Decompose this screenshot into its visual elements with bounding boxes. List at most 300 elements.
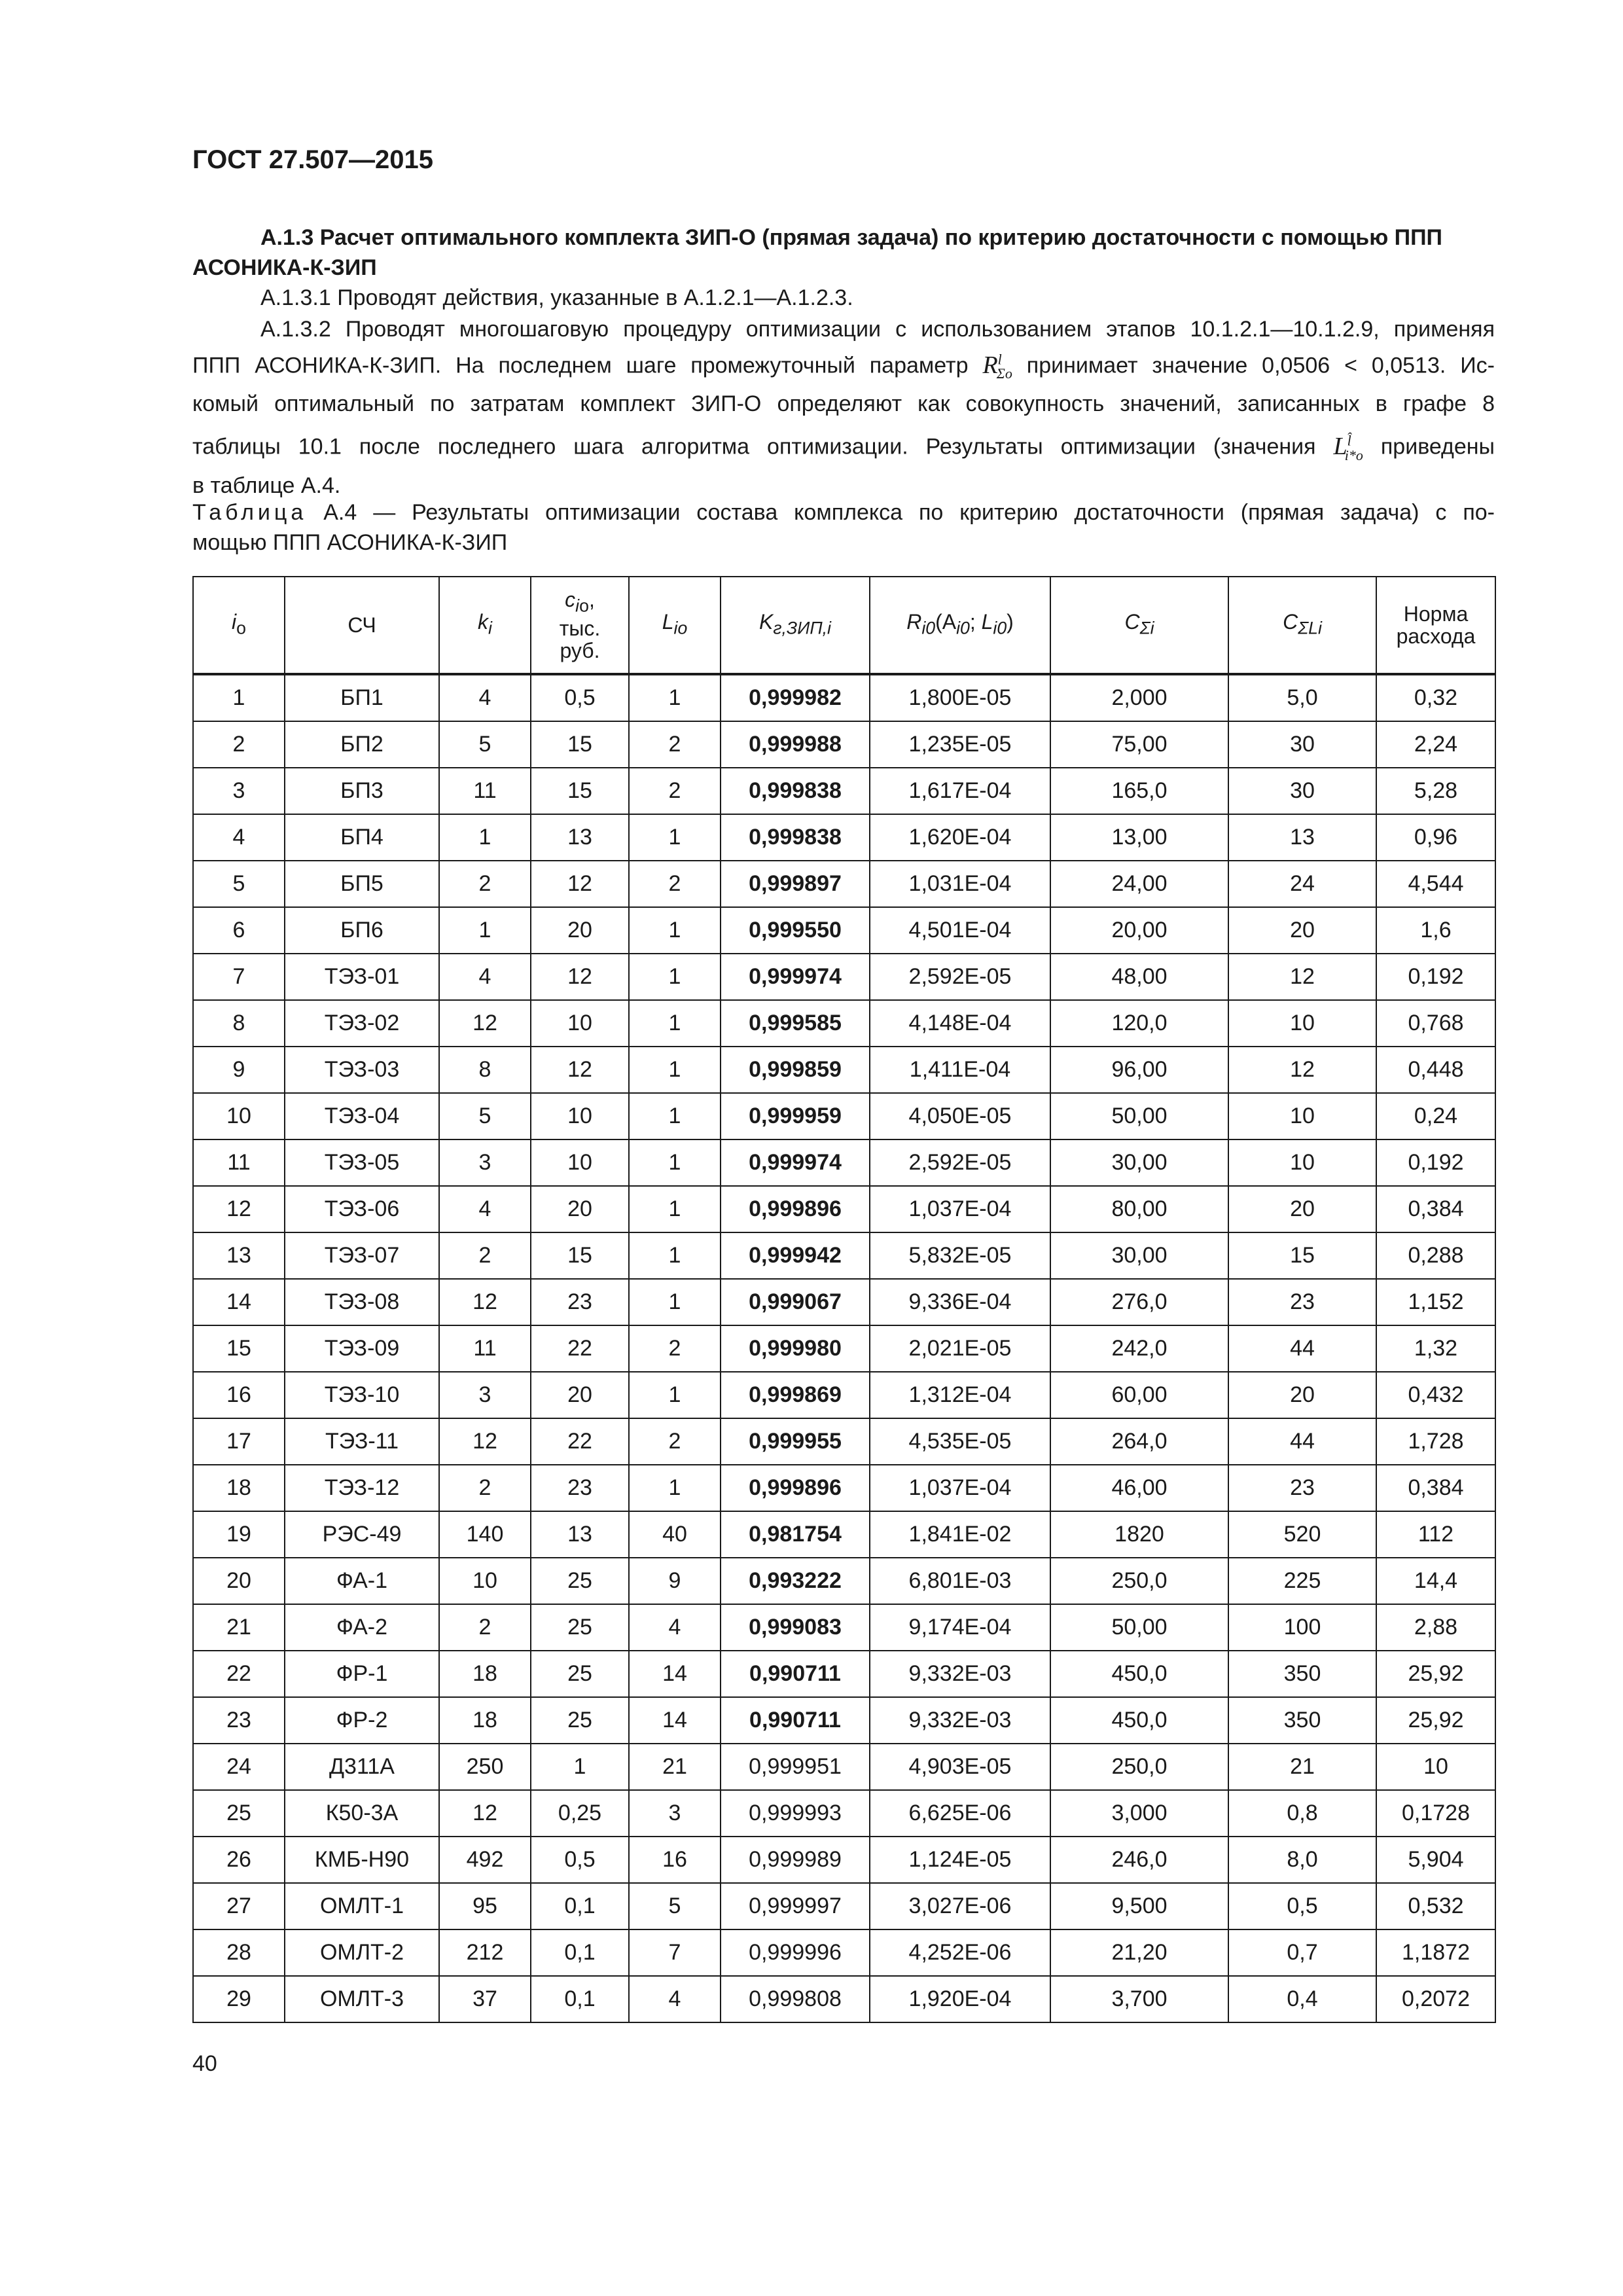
table-cell: 2: [439, 861, 531, 907]
table-cell: 23: [531, 1279, 629, 1325]
table-cell: 12: [531, 954, 629, 1000]
table-cell: 46,00: [1050, 1465, 1228, 1511]
table-cell: 0,999550: [721, 907, 870, 954]
table-cell: 23: [1228, 1465, 1376, 1511]
table-cell: 3,027E-06: [870, 1883, 1050, 1929]
table-cell: 15: [531, 721, 629, 768]
table-cell: 1,124E-05: [870, 1837, 1050, 1883]
table-cell: 44: [1228, 1418, 1376, 1465]
table-cell: 1,152: [1376, 1279, 1495, 1325]
table-cell: 0,999838: [721, 814, 870, 861]
table-cell: 1,235E-05: [870, 721, 1050, 768]
table-cell: 4,501E-04: [870, 907, 1050, 954]
para-line: [192, 344, 1495, 389]
table-cell: 16: [629, 1837, 721, 1883]
table-row: [193, 1651, 1495, 1697]
table-cell: БП5: [285, 861, 439, 907]
para-fragment: ППП АСОНИКА-К-ЗИП. На последнем шаге промежуточный параметр: [192, 353, 969, 378]
table-cell: 7: [629, 1929, 721, 1976]
table-cell: 0,384: [1376, 1186, 1495, 1232]
table-cell: 0,981754: [721, 1511, 870, 1558]
table-cell: 0,96: [1376, 814, 1495, 861]
table-cell: 0,999988: [721, 721, 870, 768]
results-table: [192, 576, 1496, 2023]
table-cell: 5: [439, 1093, 531, 1139]
table-cell: 11: [439, 768, 531, 814]
header-i: $i_o$: [193, 577, 285, 674]
table-cell: 10: [193, 1093, 285, 1139]
table-row: [193, 1465, 1495, 1511]
table-cell: 1: [531, 1744, 629, 1790]
table-cell: 4: [439, 1186, 531, 1232]
table-cell: 0,999067: [721, 1279, 870, 1325]
table-cell: ОМЛТ-1: [285, 1883, 439, 1929]
table-cell: 25,92: [1376, 1697, 1495, 1744]
table-cell: 1,728: [1376, 1418, 1495, 1465]
table-cell: ТЭЗ-06: [285, 1186, 439, 1232]
table-cell: 8: [193, 1000, 285, 1047]
table-row: [193, 1790, 1495, 1837]
table-cell: 165,0: [1050, 768, 1228, 814]
table-cell: 0,999897: [721, 861, 870, 907]
table-cell: 3: [439, 1372, 531, 1418]
table-cell: 6,801E-03: [870, 1558, 1050, 1604]
table-cell: 1: [629, 954, 721, 1000]
para-line: комый оптимальный по затратам комплект ЗИП-О определяют как совокупность значений, записанных в графе 8: [192, 391, 1495, 417]
table-cell: ТЭЗ-10: [285, 1372, 439, 1418]
table-row: [193, 1372, 1495, 1418]
table-cell: 8: [439, 1047, 531, 1093]
table-cell: 112: [1376, 1511, 1495, 1558]
table-cell: 0,999982: [721, 674, 870, 721]
table-cell: 20: [1228, 1186, 1376, 1232]
table-cell: 4: [629, 1976, 721, 2022]
table-header-row: [193, 577, 1495, 674]
table-cell: 0,999083: [721, 1604, 870, 1651]
table-cell: ТЭЗ-04: [285, 1093, 439, 1139]
table-cell: 4,252E-06: [870, 1929, 1050, 1976]
table-cell: РЭС-49: [285, 1511, 439, 1558]
para-line: [192, 425, 1495, 470]
table-cell: 12: [439, 1000, 531, 1047]
table-cell: 3: [439, 1139, 531, 1186]
section-title: А.1.3 Расчет оптимального комплекта ЗИП-О (прямая задача) по критерию достаточности с помощью ППП АСОНИКА-К-ЗИП: [192, 225, 1442, 280]
table-cell: 20,00: [1050, 907, 1228, 954]
table-cell: 30,00: [1050, 1139, 1228, 1186]
table-cell: БП1: [285, 674, 439, 721]
table-cell: 4,050E-05: [870, 1093, 1050, 1139]
table-cell: ФР-1: [285, 1651, 439, 1697]
table-cell: 28: [193, 1929, 285, 1976]
table-cell: 0,2072: [1376, 1976, 1495, 2022]
table-cell: 27: [193, 1883, 285, 1929]
table-cell: 1: [629, 674, 721, 721]
table-cell: ФР-2: [285, 1697, 439, 1744]
table-cell: 0,192: [1376, 1139, 1495, 1186]
table-cell: 26: [193, 1837, 285, 1883]
table-cell: 1,32: [1376, 1325, 1495, 1372]
table-cell: 13: [193, 1232, 285, 1279]
table-cell: 1,620E-04: [870, 814, 1050, 861]
table-row: [193, 1325, 1495, 1372]
table-cell: 0,990711: [721, 1697, 870, 1744]
table-cell: 9,332E-03: [870, 1697, 1050, 1744]
table-cell: 10: [531, 1093, 629, 1139]
table-cell: 0,7: [1228, 1929, 1376, 1976]
table-cell: 23: [193, 1697, 285, 1744]
table-cell: 0,384: [1376, 1465, 1495, 1511]
caption-line: [192, 497, 1495, 528]
paragraph-a131: А.1.3.1 Проводят действия, указанные в А.1.2.1—А.1.2.3.: [260, 285, 853, 310]
table-cell: 1: [629, 1465, 721, 1511]
table-row: [193, 1558, 1495, 1604]
caption-text: А.4 — Результаты оптимизации состава комплекса по критерию достаточности (прямая задача) с по-: [323, 500, 1495, 525]
table-cell: 1,617E-04: [870, 768, 1050, 814]
table-cell: 9,332E-03: [870, 1651, 1050, 1697]
table-cell: 14: [193, 1279, 285, 1325]
table-cell: 1: [439, 814, 531, 861]
table-cell: 4: [193, 814, 285, 861]
table-cell: 0,999896: [721, 1465, 870, 1511]
table-cell: 0,532: [1376, 1883, 1495, 1929]
header-k: $k_i$: [439, 577, 531, 674]
header-r: $R_{i0}(А_{i0}$; $L_{i0}$): [870, 577, 1050, 674]
table-cell: 1: [629, 814, 721, 861]
table-cell: 0,999808: [721, 1976, 870, 2022]
table-cell: 21: [629, 1744, 721, 1790]
table-row: [193, 1744, 1495, 1790]
table-cell: 2,000: [1050, 674, 1228, 721]
table-cell: 44: [1228, 1325, 1376, 1372]
header-kg: $K_{г,ЗИП,i}$: [721, 577, 870, 674]
table-cell: 20: [531, 1186, 629, 1232]
table-cell: КМБ-Н90: [285, 1837, 439, 1883]
table-cell: 1,037E-04: [870, 1186, 1050, 1232]
table-cell: 0,1: [531, 1976, 629, 2022]
table-row: [193, 768, 1495, 814]
table-cell: 10: [531, 1139, 629, 1186]
table-row: [193, 1093, 1495, 1139]
table-cell: 1820: [1050, 1511, 1228, 1558]
table-cell: 0,999955: [721, 1418, 870, 1465]
table-cell: 4: [439, 954, 531, 1000]
table-row: [193, 1418, 1495, 1465]
table-row: [193, 1837, 1495, 1883]
table-cell: 0,32: [1376, 674, 1495, 721]
table-cell: 14: [629, 1697, 721, 1744]
table-cell: 0,999993: [721, 1790, 870, 1837]
table-row: [193, 1232, 1495, 1279]
table-cell: 1,037E-04: [870, 1465, 1050, 1511]
table-cell: 25: [531, 1697, 629, 1744]
table-row: [193, 1883, 1495, 1929]
table-cell: 0,4: [1228, 1976, 1376, 2022]
table-cell: 1: [193, 674, 285, 721]
table-cell: 0,999974: [721, 954, 870, 1000]
table-row: [193, 814, 1495, 861]
table-cell: 0,25: [531, 1790, 629, 1837]
table-cell: 0,999869: [721, 1372, 870, 1418]
table-cell: 250,0: [1050, 1558, 1228, 1604]
table-cell: 5,0: [1228, 674, 1376, 721]
table-cell: 12: [531, 1047, 629, 1093]
table-cell: 50,00: [1050, 1604, 1228, 1651]
table-cell: 0,999980: [721, 1325, 870, 1372]
table-cell: 2: [629, 1418, 721, 1465]
table-cell: 12: [439, 1279, 531, 1325]
table-cell: 95: [439, 1883, 531, 1929]
table-cell: 450,0: [1050, 1697, 1228, 1744]
table-cell: 3: [629, 1790, 721, 1837]
table-cell: 10: [531, 1000, 629, 1047]
table-cell: БП3: [285, 768, 439, 814]
table-cell: 15: [193, 1325, 285, 1372]
table-cell: 0,999974: [721, 1139, 870, 1186]
table-cell: 15: [531, 1232, 629, 1279]
table-cell: 0,999989: [721, 1837, 870, 1883]
table-cell: 12: [439, 1418, 531, 1465]
table-cell: 1: [629, 1093, 721, 1139]
table-cell: 11: [193, 1139, 285, 1186]
table-cell: 13: [531, 1511, 629, 1558]
table-cell: ФА-2: [285, 1604, 439, 1651]
table-cell: 1,411E-04: [870, 1047, 1050, 1093]
table-cell: 2,24: [1376, 721, 1495, 768]
table-cell: 50,00: [1050, 1093, 1228, 1139]
table-cell: 350: [1228, 1651, 1376, 1697]
table-cell: ТЭЗ-05: [285, 1139, 439, 1186]
table-cell: 1,800E-05: [870, 674, 1050, 721]
table-cell: 17: [193, 1418, 285, 1465]
table-cell: 7: [193, 954, 285, 1000]
table-cell: 120,0: [1050, 1000, 1228, 1047]
table-cell: 2: [193, 721, 285, 768]
table-cell: 0,999959: [721, 1093, 870, 1139]
table-cell: 25: [193, 1790, 285, 1837]
table-cell: 9,174E-04: [870, 1604, 1050, 1651]
table-cell: 0,768: [1376, 1000, 1495, 1047]
table-cell: 3: [193, 768, 285, 814]
table-cell: 2,021E-05: [870, 1325, 1050, 1372]
table-cell: БП4: [285, 814, 439, 861]
table-cell: 20: [193, 1558, 285, 1604]
table-cell: 1: [629, 1047, 721, 1093]
table-cell: 2,88: [1376, 1604, 1495, 1651]
table-cell: 12: [531, 861, 629, 907]
table-cell: 20: [531, 1372, 629, 1418]
table-cell: 212: [439, 1929, 531, 1976]
para-fragment: принимает значение 0,0506 < 0,0513. Ис-: [1026, 353, 1495, 378]
table-cell: 0,1: [531, 1929, 629, 1976]
table-cell: 16: [193, 1372, 285, 1418]
table-cell: 2: [629, 861, 721, 907]
table-cell: ТЭЗ-11: [285, 1418, 439, 1465]
table-cell: 25: [531, 1651, 629, 1697]
header-cost: $c_{io}$, тыс. руб.: [531, 577, 629, 674]
table-cell: 6,625E-06: [870, 1790, 1050, 1837]
table-cell: 1: [439, 907, 531, 954]
table-cell: 23: [531, 1465, 629, 1511]
table-cell: 450,0: [1050, 1651, 1228, 1697]
page-number: 40: [192, 2051, 217, 2076]
table-cell: 0,5: [1228, 1883, 1376, 1929]
table-cell: 2: [629, 721, 721, 768]
table-cell: 40: [629, 1511, 721, 1558]
table-cell: 0,1728: [1376, 1790, 1495, 1837]
table-cell: 0,999585: [721, 1000, 870, 1047]
math-l-i-o: $L^{l̂}_{i*o}$: [1333, 432, 1363, 463]
table-row: [193, 1511, 1495, 1558]
table-cell: 5: [439, 721, 531, 768]
table-cell: 5,904: [1376, 1837, 1495, 1883]
table-cell: 0,999838: [721, 768, 870, 814]
table-cell: 24: [193, 1744, 285, 1790]
table-cell: 4,903E-05: [870, 1744, 1050, 1790]
table-row: [193, 721, 1495, 768]
header-c-sigma: $C_{\Sigma i}$: [1050, 577, 1228, 674]
table-cell: 3,000: [1050, 1790, 1228, 1837]
table-cell: 1: [629, 1372, 721, 1418]
table-cell: 20: [1228, 907, 1376, 954]
table-cell: БП6: [285, 907, 439, 954]
table-row: [193, 1929, 1495, 1976]
table-cell: 18: [439, 1697, 531, 1744]
table-row: [193, 1186, 1495, 1232]
table-cell: 9: [629, 1558, 721, 1604]
table-cell: 350: [1228, 1697, 1376, 1744]
table-row: [193, 1139, 1495, 1186]
table-cell: 21: [193, 1604, 285, 1651]
table-row: [193, 674, 1495, 721]
table-cell: 14: [629, 1651, 721, 1697]
header-c-sigma-l: $C_{\Sigma Li}$: [1228, 577, 1376, 674]
para-fragment: таблицы 10.1 после последнего шага алгоритма оптимизации. Результаты оптимизации (значения: [192, 434, 1316, 459]
table-cell: 25: [531, 1558, 629, 1604]
table-cell: ТЭЗ-07: [285, 1232, 439, 1279]
table-cell: 6: [193, 907, 285, 954]
table-cell: ОМЛТ-2: [285, 1929, 439, 1976]
table-cell: 18: [439, 1651, 531, 1697]
table-cell: 80,00: [1050, 1186, 1228, 1232]
table-cell: 12: [1228, 954, 1376, 1000]
table-cell: 0,999859: [721, 1047, 870, 1093]
table-cell: БП2: [285, 721, 439, 768]
table-cell: 12: [1228, 1047, 1376, 1093]
table-cell: ТЭЗ-03: [285, 1047, 439, 1093]
table-cell: 4,535E-05: [870, 1418, 1050, 1465]
para-fragment: приведены: [1380, 434, 1495, 459]
table-cell: ТЭЗ-08: [285, 1279, 439, 1325]
table-cell: 5: [193, 861, 285, 907]
header-norm: Норма расхода: [1376, 577, 1495, 674]
table-cell: 5,28: [1376, 768, 1495, 814]
table-cell: 250,0: [1050, 1744, 1228, 1790]
table-cell: 10: [1228, 1139, 1376, 1186]
table-cell: 520: [1228, 1511, 1376, 1558]
table-cell: 48,00: [1050, 954, 1228, 1000]
table-cell: 0,993222: [721, 1558, 870, 1604]
table-cell: 225: [1228, 1558, 1376, 1604]
table-cell: 100: [1228, 1604, 1376, 1651]
table-row: [193, 1604, 1495, 1651]
table-cell: 3,700: [1050, 1976, 1228, 2022]
table-row: [193, 907, 1495, 954]
table-cell: 13,00: [1050, 814, 1228, 861]
table-row: [193, 1697, 1495, 1744]
table-cell: 2: [629, 1325, 721, 1372]
table-cell: 0,288: [1376, 1232, 1495, 1279]
table-cell: 2: [439, 1232, 531, 1279]
para-line: в таблице А.4.: [192, 473, 341, 498]
table-cell: ТЭЗ-02: [285, 1000, 439, 1047]
table-cell: 1,920E-04: [870, 1976, 1050, 2022]
table-cell: 2,592E-05: [870, 1139, 1050, 1186]
table-cell: 4: [439, 674, 531, 721]
table-cell: 0,990711: [721, 1651, 870, 1697]
para-line: А.1.3.2 Проводят многошаговую процедуру оптимизации с использованием этапов 10.1.2.1—10.1.2.9, применяя: [260, 317, 1495, 342]
table-cell: 4,544: [1376, 861, 1495, 907]
table-cell: 12: [193, 1186, 285, 1232]
table-cell: 1: [629, 907, 721, 954]
table-cell: 1: [629, 1232, 721, 1279]
table-cell: 0,999997: [721, 1883, 870, 1929]
table-cell: 140: [439, 1511, 531, 1558]
table-cell: 1: [629, 1186, 721, 1232]
table-cell: 22: [193, 1651, 285, 1697]
paragraph-a132: [192, 314, 1495, 501]
table-cell: 0,999951: [721, 1744, 870, 1790]
table-row: [193, 1279, 1495, 1325]
table-cell: 242,0: [1050, 1325, 1228, 1372]
table-cell: 0,432: [1376, 1372, 1495, 1418]
table-cell: 0,5: [531, 1837, 629, 1883]
table-cell: 25: [531, 1604, 629, 1651]
table-row: [193, 954, 1495, 1000]
caption-label: Таблица: [192, 500, 308, 525]
table-cell: 19: [193, 1511, 285, 1558]
header-l: $L_{io}$: [629, 577, 721, 674]
document-header: ГОСТ 27.507—2015: [192, 145, 434, 174]
table-cell: 5: [629, 1883, 721, 1929]
table-cell: 9: [193, 1047, 285, 1093]
table-row: [193, 1047, 1495, 1093]
table-cell: 30: [1228, 768, 1376, 814]
table-cell: 8,0: [1228, 1837, 1376, 1883]
table-cell: 25,92: [1376, 1651, 1495, 1697]
table-cell: 10: [1376, 1744, 1495, 1790]
table-cell: 15: [531, 768, 629, 814]
math-r-sigma-o: $R^l_{\Sigma o}$: [982, 351, 1012, 382]
table-cell: Д311А: [285, 1744, 439, 1790]
table-cell: 246,0: [1050, 1837, 1228, 1883]
table-cell: 1: [629, 1139, 721, 1186]
table-cell: К50-3А: [285, 1790, 439, 1837]
table-cell: 276,0: [1050, 1279, 1228, 1325]
table-cell: 1,031E-04: [870, 861, 1050, 907]
table-cell: 13: [1228, 814, 1376, 861]
table-cell: 10: [1228, 1093, 1376, 1139]
table-cell: 1,312E-04: [870, 1372, 1050, 1418]
table-row: [193, 861, 1495, 907]
table-cell: 1,1872: [1376, 1929, 1495, 1976]
table-cell: 0,24: [1376, 1093, 1495, 1139]
table-cell: 14,4: [1376, 1558, 1495, 1604]
table-cell: 0,8: [1228, 1790, 1376, 1837]
table-cell: 30,00: [1050, 1232, 1228, 1279]
table-cell: 10: [439, 1558, 531, 1604]
table-cell: 20: [1228, 1372, 1376, 1418]
table-cell: 4,148E-04: [870, 1000, 1050, 1047]
